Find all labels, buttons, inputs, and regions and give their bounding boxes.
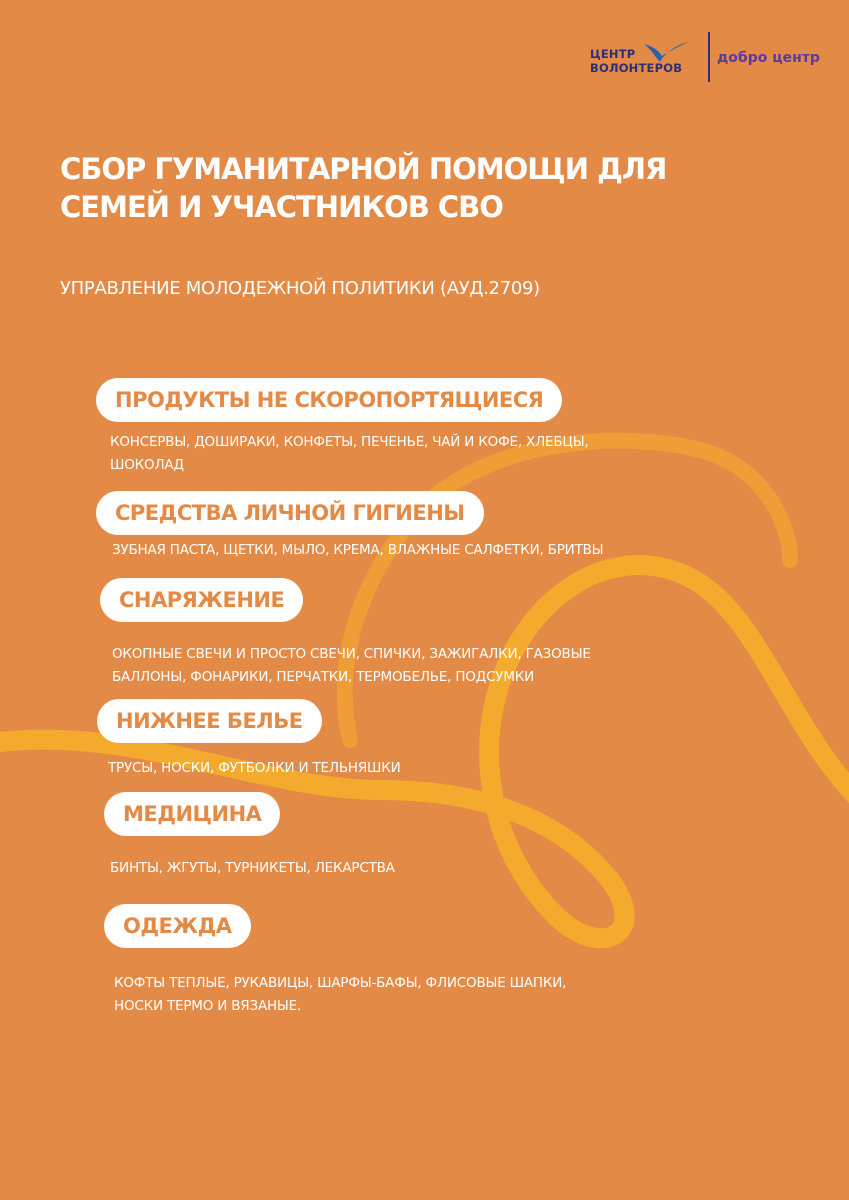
category-items-equipment xyxy=(112,643,591,689)
title-line1: СБОР ГУМАНИТАРНОЙ ПОМОЩИ ДЛЯ xyxy=(60,152,667,186)
items-line: КОНСЕРВЫ, ДОШИРАКИ, КОНФЕТЫ, ПЕЧЕНЬЕ, ЧАЙ И КОФЕ, ХЛЕБЦЫ, xyxy=(110,434,589,450)
items-line: ОКОПНЫЕ СВЕЧИ И ПРОСТО СВЕЧИ, СПИЧКИ, ЗАЖИГАЛКИ, ГАЗОВЫЕ xyxy=(112,646,591,662)
items-line: ЗУБНАЯ ПАСТА, ЩЕТКИ, МЫЛО, КРЕМА, ВЛАЖНЫЕ САЛФЕТКИ, БРИТВЫ xyxy=(112,542,604,558)
items-line: ШОКОЛАД xyxy=(110,457,184,473)
category-label: СНАРЯЖЕНИЕ xyxy=(119,588,285,612)
category-items-clothing xyxy=(114,972,566,1018)
items-line: БАЛЛОНЫ, ФОНАРИКИ, ПЕРЧАТКИ, ТЕРМОБЕЛЬЕ, ПОДСУМКИ xyxy=(112,669,535,685)
dobro-center-logo: добро центр xyxy=(717,50,820,66)
category-pill-hygiene xyxy=(96,491,484,535)
category-pill-underwear xyxy=(97,699,322,743)
category-items-underwear xyxy=(108,757,401,780)
category-items-medicine xyxy=(110,857,395,880)
category-label: НИЖНЕЕ БЕЛЬЕ xyxy=(116,709,303,733)
category-pill-food xyxy=(96,378,562,422)
category-items-food xyxy=(110,431,589,477)
items-line: БИНТЫ, ЖГУТЫ, ТУРНИКЕТЫ, ЛЕКАРСТВА xyxy=(110,860,395,876)
logo-divider xyxy=(708,32,710,82)
category-label: МЕДИЦИНА xyxy=(123,802,262,826)
items-line: НОСКИ ТЕРМО И ВЯЗАНЫЕ. xyxy=(114,998,302,1014)
page-title xyxy=(60,150,820,226)
bird-wing-icon xyxy=(642,40,690,64)
title-line2: СЕМЕЙ И УЧАСТНИКОВ СВО xyxy=(60,190,503,224)
category-label: ОДЕЖДА xyxy=(123,914,232,938)
category-pill-equipment xyxy=(100,578,303,622)
items-line: ТРУСЫ, НОСКИ, ФУТБОЛКИ И ТЕЛЬНЯШКИ xyxy=(108,760,401,776)
volunteer-center-line2: ВОЛОНТЕРОВ xyxy=(590,61,683,75)
category-label: ПРОДУКТЫ НЕ СКОРОПОРТЯЩИЕСЯ xyxy=(115,388,544,412)
page-subtitle: УПРАВЛЕНИЕ МОЛОДЕЖНОЙ ПОЛИТИКИ (АУД.2709) xyxy=(60,278,540,299)
category-pill-clothing xyxy=(104,904,251,948)
items-line: КОФТЫ ТЕПЛЫЕ, РУКАВИЦЫ, ШАРФЫ-БАФЫ, ФЛИСОВЫЕ ШАПКИ, xyxy=(114,975,567,991)
category-items-hygiene xyxy=(112,539,603,562)
category-pill-medicine xyxy=(104,792,280,836)
brand-logo xyxy=(590,30,840,86)
volunteer-center-line1: ЦЕНТР xyxy=(590,47,636,61)
category-label: СРЕДСТВА ЛИЧНОЙ ГИГИЕНЫ xyxy=(115,501,465,525)
